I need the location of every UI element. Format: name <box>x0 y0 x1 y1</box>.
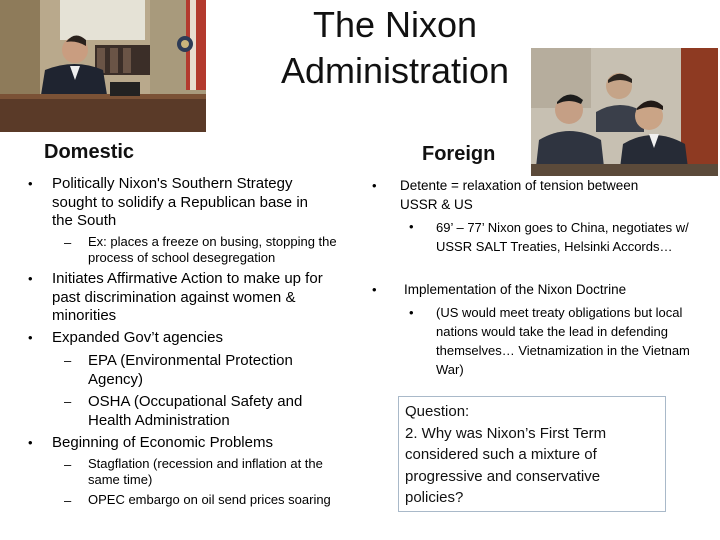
foreign-item: Implementation of the Nixon Doctrine <box>404 282 627 297</box>
domestic-item: Initiates Affirmative Action to make up for past discrimination against women & minorities <box>52 270 323 324</box>
foreign-subitem: (US would meet treaty obligations but local nations would take the lead in defending themselves… Vietnamization in the Vietnam War) <box>436 305 690 377</box>
bullet: • <box>409 305 414 320</box>
dash: – <box>64 235 72 250</box>
foreign-item: Detente = relaxation of tension between USSR & US <box>400 178 639 212</box>
domestic-item: Politically Nixon's Southern Strategy sought to solidify a Republican base in the South <box>52 175 308 229</box>
domestic-subitem: EPA (Environmental Protection Agency) <box>88 352 293 388</box>
bullet: • <box>28 330 33 345</box>
dash: – <box>64 394 72 409</box>
question-label: Question: <box>405 403 470 420</box>
domestic-item: Expanded Gov’t agencies <box>52 329 223 346</box>
foreign-heading: Foreign <box>422 143 496 165</box>
bullet: • <box>372 178 377 193</box>
dash: – <box>64 493 72 508</box>
dash: – <box>64 457 72 472</box>
title-line-2: Administration <box>280 50 510 91</box>
bullet: • <box>28 271 33 286</box>
question-text: 2. Why was Nixon’s First Term considered such a mixture of progressive and conservative policies? <box>405 424 607 506</box>
bullet: • <box>28 176 33 191</box>
domestic-subitem: OPEC embargo on oil send prices soaring <box>88 492 331 507</box>
dash: – <box>64 353 72 368</box>
title-line-1: The Nixon <box>312 4 478 45</box>
question-box <box>398 396 666 512</box>
domestic-heading: Domestic <box>44 141 135 163</box>
domestic-subitem: OSHA (Occupational Safety and Health Administration <box>88 393 303 429</box>
bullet: • <box>28 435 33 450</box>
nixon-brezhnev-photo <box>531 48 718 176</box>
foreign-subitem: 69’ – 77’ Nixon goes to China, negotiates w/ USSR SALT Treaties, Helsinki Accords… <box>436 220 689 254</box>
slide-title <box>250 2 540 94</box>
domestic-subitem: Ex: places a freeze on busing, stopping the process of school desegregation <box>88 234 337 265</box>
domestic-subitem: Stagflation (recession and inflation at the same time) <box>88 456 323 487</box>
domestic-item: Beginning of Economic Problems <box>52 434 273 451</box>
bullet: • <box>409 219 414 234</box>
bullet: • <box>372 282 377 297</box>
nixon-desk-photo <box>0 0 206 132</box>
